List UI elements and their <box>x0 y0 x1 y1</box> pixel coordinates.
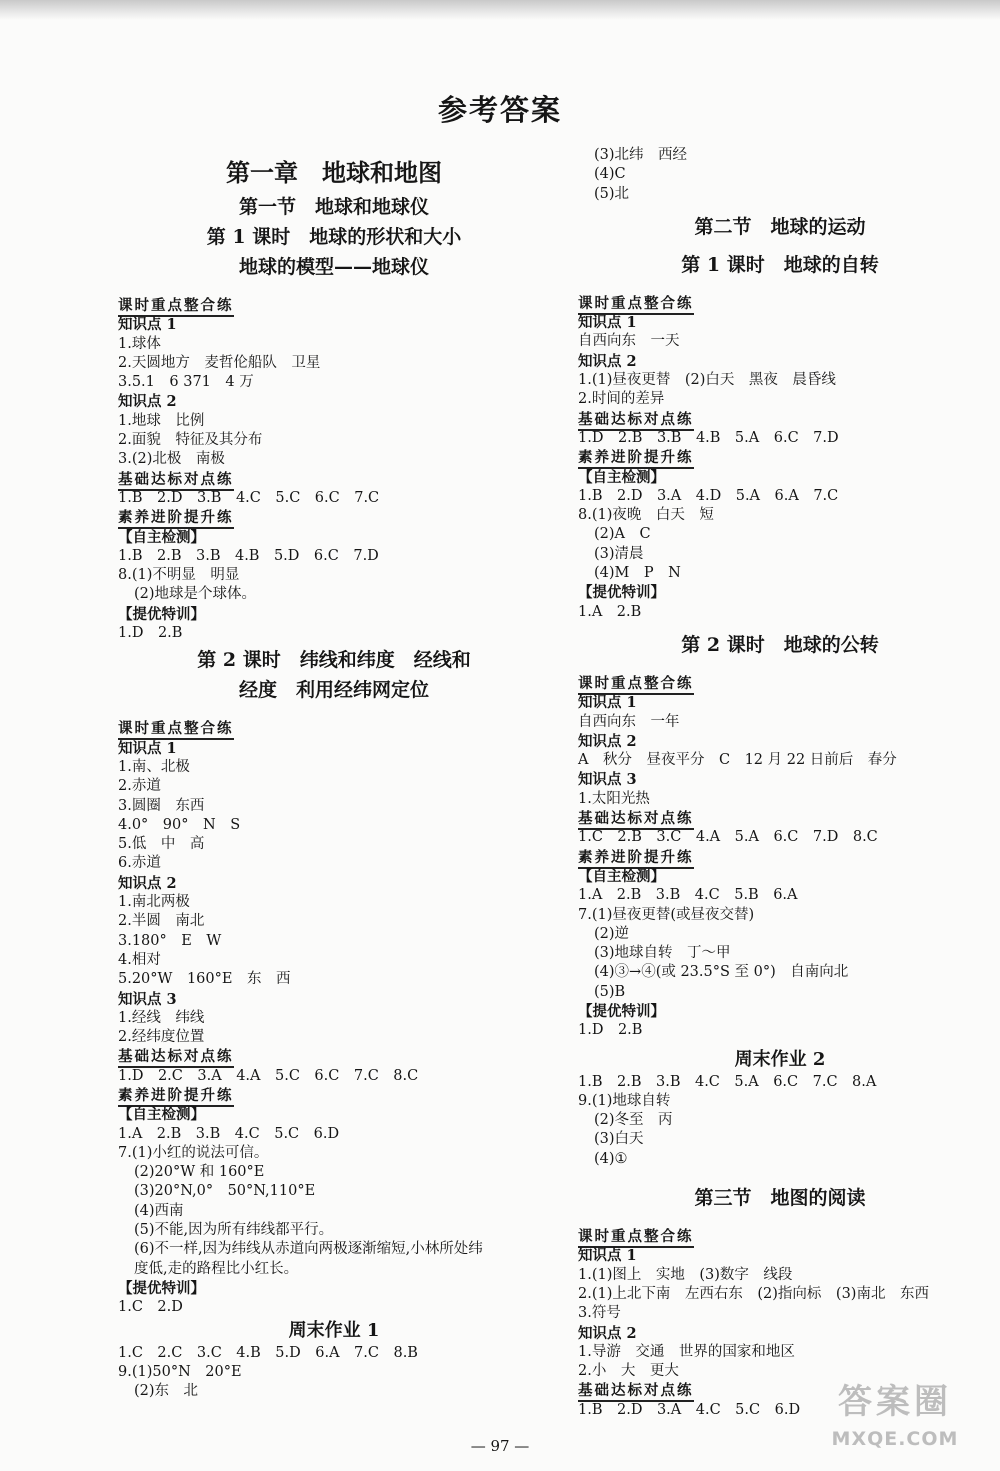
answer-line: (3)地球自转 丁～甲 <box>594 945 731 962</box>
section-label: 基础达标对点练 <box>118 1047 550 1066</box>
bracket-label: 【自主检测】 <box>118 1106 205 1124</box>
answer-line: 1.南北两极 <box>118 894 190 911</box>
answer-line: 1.(1)昼夜更替 (2)白天 黑夜 晨昏线 <box>578 372 836 389</box>
weekly-homework-title: 周末作业 1 <box>288 1319 380 1341</box>
section-label: 课时重点整合练 <box>578 294 982 313</box>
page-number: — 97 — <box>470 1437 530 1455</box>
answer-line: (5)不能,因为所有纬线都平行。 <box>134 1222 334 1239</box>
answer-line: 1.(1)图上 实地 (3)数字 线段 <box>578 1266 793 1283</box>
knowledge-point-label: 知识点 1 <box>578 1247 637 1265</box>
answer-line: 7.(1)小红的说法可信。 <box>118 1144 269 1161</box>
answer-line: 4.相对 <box>118 951 161 968</box>
section-label: 素养进阶提升练 <box>578 448 982 467</box>
lesson-title: 第 1 课时 地球的形状和大小 <box>206 226 462 248</box>
section-label: 基础达标对点练 <box>578 809 982 828</box>
section-label: 素养进阶提升练 <box>118 1086 550 1105</box>
answer-line: 1.D 2.B <box>578 1022 643 1039</box>
knowledge-point-label: 知识点 2 <box>118 393 177 411</box>
answer-line: 1.B 2.D 3.A 4.D 5.A 6.A 7.C <box>578 487 839 504</box>
answer-line: (3)20°N,0° 50°N,110°E <box>134 1183 316 1200</box>
lesson-title: 第 2 课时 纬线和纬度 经线和 <box>197 649 471 672</box>
answer-line: 自西向东 一年 <box>578 713 680 730</box>
answer-line: 1.A 2.B 3.B 4.C 5.C 6.D <box>118 1125 340 1142</box>
knowledge-point-label: 知识点 3 <box>118 990 177 1008</box>
section-label: 素养进阶提升练 <box>578 848 982 867</box>
answer-line: 9.(1)50°N 20°E <box>118 1363 242 1380</box>
answer-line: (2)逆 <box>594 925 630 942</box>
scan-edge <box>0 0 1000 20</box>
answer-line: 9.(1)地球自转 <box>578 1092 671 1109</box>
watermark-text: 答案圈 <box>838 1382 952 1422</box>
answer-line: 3.符号 <box>578 1305 621 1322</box>
weekly-homework-title: 周末作业 2 <box>734 1048 826 1070</box>
knowledge-point-label: 知识点 1 <box>118 739 177 757</box>
bracket-label: 【提优特训】 <box>118 1279 205 1297</box>
chapter-title: 第一章 地球和地图 <box>226 158 442 187</box>
answer-line: 3.180° E W <box>118 932 222 949</box>
answer-line: 2.面貌 特征及其分布 <box>118 432 263 449</box>
knowledge-point-label: 知识点 2 <box>118 874 177 892</box>
section-label: 课时重点整合练 <box>118 296 550 315</box>
knowledge-point-label: 知识点 1 <box>578 314 637 332</box>
answer-line: 6.赤道 <box>118 855 161 872</box>
answer-line: (4)③→④(或 23.5°S 至 0°) 自南向北 <box>594 964 849 981</box>
answer-line: 1.D 2.B <box>118 625 183 642</box>
watermark-logo <box>800 1378 990 1466</box>
section-label: 课时重点整合练 <box>578 674 982 693</box>
section-label: 基础达标对点练 <box>578 1381 982 1400</box>
answer-line: 1.B 2.D 3.A 4.C 5.C 6.D <box>578 1401 801 1418</box>
knowledge-point-label: 知识点 1 <box>118 316 177 334</box>
answer-line: 2.经纬度位置 <box>118 1029 205 1046</box>
answer-line: 2.天圆地方 麦哲伦船队 卫星 <box>118 354 321 371</box>
answer-line: 8.(1)夜晚 白天 短 <box>578 507 714 524</box>
answer-line: 1.B 2.B 3.B 4.C 5.A 6.C 7.C 8.A <box>578 1073 877 1090</box>
answer-line: (5)北 <box>594 185 630 202</box>
bracket-label: 【自主检测】 <box>118 528 205 546</box>
knowledge-point-label: 知识点 2 <box>578 732 637 750</box>
knowledge-point-label: 知识点 3 <box>578 771 637 789</box>
answer-line: 3.(2)北极 南极 <box>118 451 225 468</box>
answer-line: (3)北纬 西经 <box>594 147 688 163</box>
answer-line: 1.南、北极 <box>118 758 190 775</box>
answer-line: 8.(1)不明显 明显 <box>118 567 240 584</box>
lesson-title: 经度 利用经纬网定位 <box>238 679 429 702</box>
answer-line: 1.太阳光热 <box>578 790 650 807</box>
section-title: 第二节 地球的运动 <box>694 215 866 238</box>
answer-line: 1.D 2.C 3.A 4.A 5.C 6.C 7.C 8.C <box>118 1067 419 1084</box>
answer-line: (2)东 北 <box>134 1383 199 1400</box>
answer-line: 度低,走的路程比小红长。 <box>134 1260 299 1277</box>
lesson-title: 地球的模型——地球仪 <box>238 256 429 278</box>
section-title: 第一节 地球和地球仪 <box>238 196 429 218</box>
answer-line: 2.赤道 <box>118 778 161 795</box>
section-label: 基础达标对点练 <box>118 470 550 489</box>
answer-line: 2.小 大 更大 <box>578 1363 679 1380</box>
answer-line: 1.C 2.D <box>118 1299 183 1316</box>
answer-line: (5)B <box>594 983 626 1000</box>
answer-line: (4)M P N <box>594 565 681 582</box>
answer-line: 1.地球 比例 <box>118 412 205 429</box>
answer-line: 1.经线 纬线 <box>118 1009 205 1026</box>
answer-line: 5.20°W 160°E 东 西 <box>118 971 291 988</box>
answer-line: 1.C 2.C 3.C 4.B 5.D 6.A 7.C 8.B <box>118 1344 418 1361</box>
answer-line: 自西向东 一天 <box>578 333 680 350</box>
lesson-title: 第 2 课时 地球的公转 <box>681 633 879 656</box>
section-label: 课时重点整合练 <box>578 1227 982 1246</box>
answer-line: (4)C <box>594 166 626 183</box>
answer-line: 1.A 2.B 3.B 4.C 5.B 6.A <box>578 887 798 904</box>
right-column <box>578 146 982 1420</box>
knowledge-point-label: 知识点 2 <box>578 1324 637 1342</box>
answer-line: 2.半圆 南北 <box>118 913 205 930</box>
answer-line: (4)① <box>594 1150 628 1167</box>
section-label: 素养进阶提升练 <box>118 508 550 527</box>
section-title: 第三节 地图的阅读 <box>694 1187 866 1210</box>
answer-line: (3)清晨 <box>594 545 644 562</box>
answer-line: (2)冬至 丙 <box>594 1112 673 1129</box>
knowledge-point-label: 知识点 2 <box>578 352 637 370</box>
answer-line: 3.5.1 6 371 4 万 <box>118 374 254 391</box>
answer-line: 1.C 2.B 3.C 4.A 5.A 6.C 7.D 8.C <box>578 829 878 846</box>
bracket-label: 【提优特训】 <box>578 1002 665 1020</box>
answer-line: (2)A C <box>594 526 651 543</box>
left-column <box>118 156 550 1401</box>
answer-line: 2.时间的差异 <box>578 391 665 408</box>
answer-line: 1.导游 交通 世界的国家和地区 <box>578 1343 795 1360</box>
answer-line: (4)西南 <box>134 1202 184 1219</box>
knowledge-point-label: 知识点 1 <box>578 694 637 712</box>
bracket-label: 【提优特训】 <box>118 605 205 623</box>
answer-line: 7.(1)昼夜更替(或昼夜交替) <box>578 906 755 923</box>
answer-line: 4.0° 90° N S <box>118 816 241 833</box>
answer-line: 5.低 中 高 <box>118 836 205 853</box>
page-title: 参考答案 <box>437 93 562 127</box>
answer-line: 1.D 2.B 3.B 4.B 5.A 6.C 7.D <box>578 429 839 446</box>
answer-line: (3)白天 <box>594 1131 644 1148</box>
section-label: 基础达标对点练 <box>578 410 982 429</box>
answer-line: 1.B 2.D 3.B 4.C 5.C 6.C 7.C <box>118 489 380 506</box>
bracket-label: 【自主检测】 <box>578 867 665 885</box>
answer-line: (6)不一样,因为纬线从赤道向两极逐渐缩短,小林所处纬 <box>134 1241 483 1258</box>
answer-line: (2)地球是个球体。 <box>134 586 257 603</box>
bracket-label: 【提优特训】 <box>578 584 665 602</box>
answer-line: (2)20°W 和 160°E <box>134 1164 265 1181</box>
bracket-label: 【自主检测】 <box>578 468 665 486</box>
watermark-url: MXQE.COM <box>831 1428 959 1450</box>
section-label: 课时重点整合练 <box>118 719 550 738</box>
answer-line: 1.球体 <box>118 335 161 352</box>
lesson-title: 第 1 课时 地球的自转 <box>681 253 879 276</box>
answer-line: 3.圆圈 东西 <box>118 797 205 814</box>
answer-line: 2.(1)上北下南 左西右东 (2)指向标 (3)南北 东西 <box>578 1285 929 1302</box>
answer-line: 1.B 2.B 3.B 4.B 5.D 6.C 7.D <box>118 547 379 564</box>
answer-line: 1.A 2.B <box>578 603 642 620</box>
answer-line: A 秋分 昼夜平分 C 12 月 22 日前后 春分 <box>578 752 897 769</box>
